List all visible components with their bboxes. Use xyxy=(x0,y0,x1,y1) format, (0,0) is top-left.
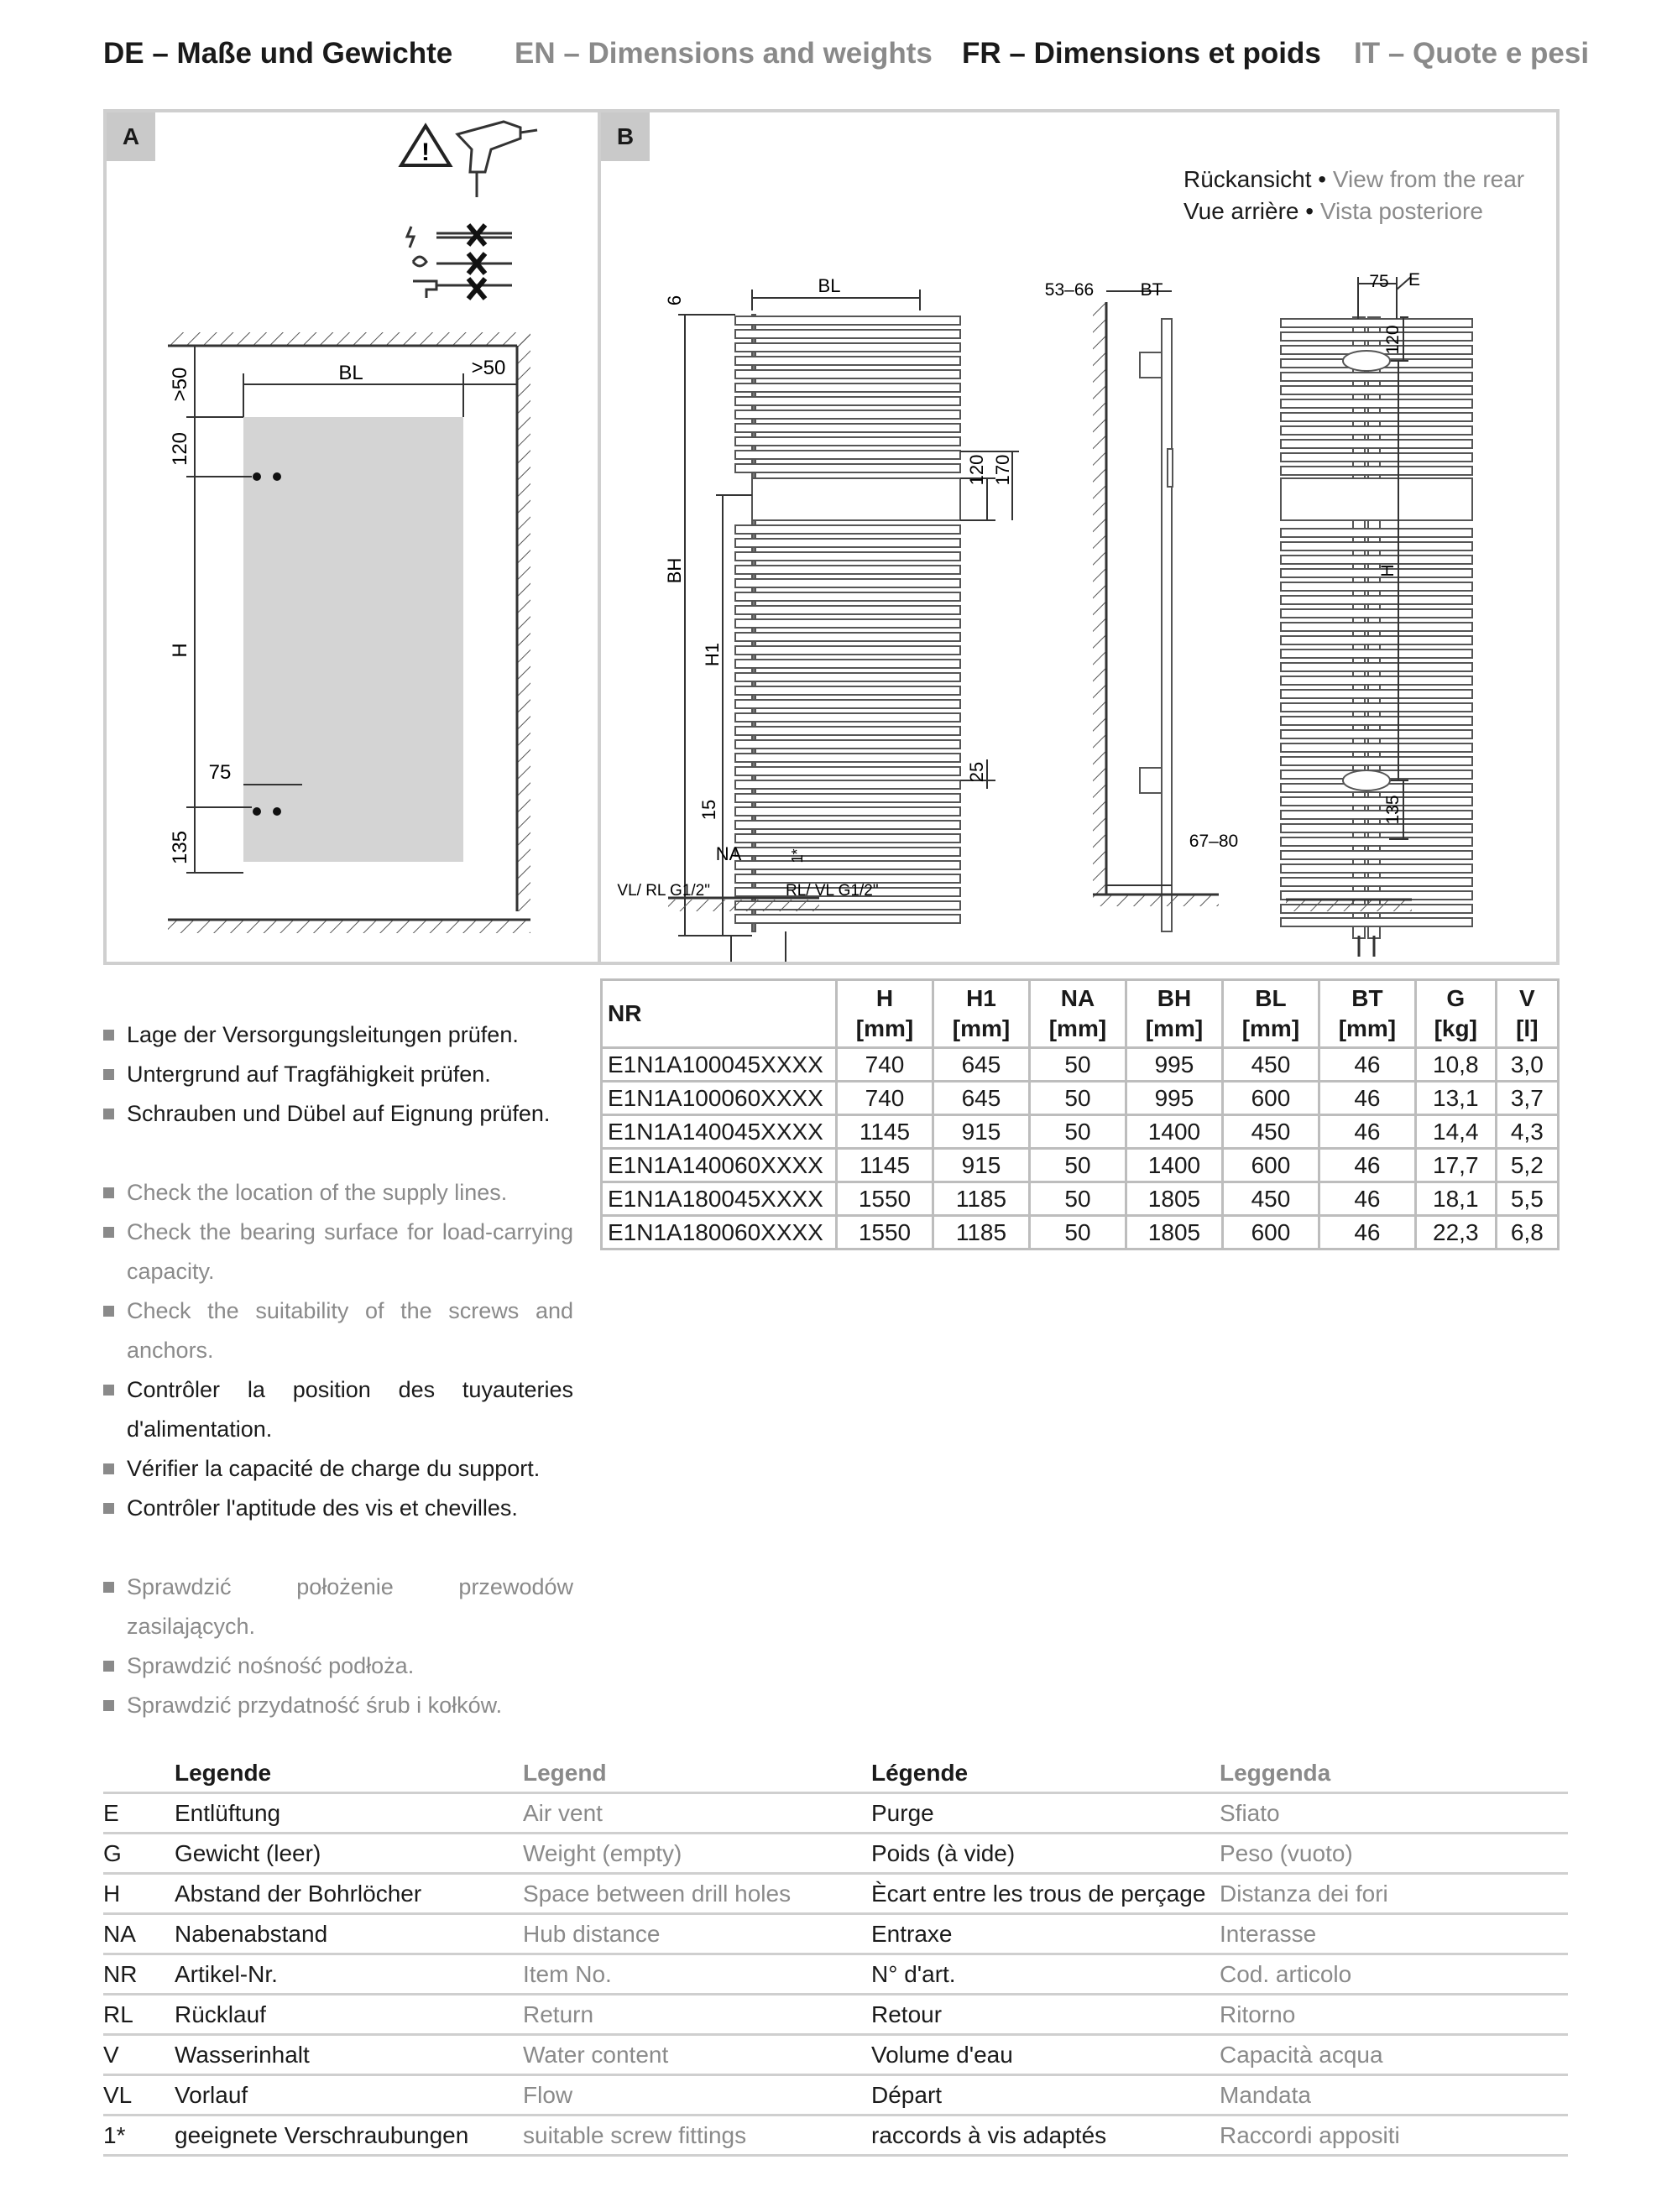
gas-line-icon xyxy=(413,257,512,266)
floor-hatch xyxy=(668,900,819,911)
legend-row xyxy=(103,2035,1568,2075)
column-name: NA xyxy=(1060,985,1095,1011)
legend-row xyxy=(103,1834,1568,1874)
legend-cell: Capacità acqua xyxy=(1220,2035,1568,2075)
drill-icon xyxy=(457,122,537,197)
table-cell: 915 xyxy=(933,1149,1029,1182)
table-cell: 600 xyxy=(1222,1082,1319,1115)
column-header xyxy=(1126,980,1222,1048)
rear-bar xyxy=(1281,676,1472,685)
column-unit: [mm] xyxy=(855,1015,914,1041)
legend-cell: 1* xyxy=(103,2115,175,2156)
legend-header-row xyxy=(103,1754,1568,1793)
table-cell: 50 xyxy=(1029,1082,1126,1115)
rear-bar xyxy=(1281,837,1472,846)
list-item: Lage der Versorgungsleitungen prüfen. xyxy=(103,1015,573,1055)
checks-en xyxy=(103,1173,573,1370)
column-name: BL xyxy=(1255,985,1287,1011)
legend-cell: Ècart entre les trous de perçage xyxy=(871,1874,1220,1914)
dim-120-a: 120 xyxy=(169,431,191,467)
column-unit: [mm] xyxy=(1241,1015,1300,1041)
dim-15: 15 xyxy=(698,799,719,821)
rear-bar xyxy=(1281,690,1472,698)
dim-h-a: H xyxy=(169,643,191,658)
dim-6: 6 xyxy=(664,295,685,306)
dim-170: 170 xyxy=(992,454,1013,486)
dim-h-b: H xyxy=(1378,564,1398,577)
column-header xyxy=(933,980,1029,1048)
rear-floor-hatch xyxy=(1286,900,1412,911)
heading-fr: FR – Dimensions et poids xyxy=(962,37,1321,70)
table-cell: 450 xyxy=(1222,1048,1319,1082)
list-item: Untergrund auf Tragfähigkeit prüfen. xyxy=(103,1055,573,1094)
electric-line-icon xyxy=(407,227,512,248)
legend-row xyxy=(103,2075,1568,2115)
legend-cell: H xyxy=(103,1874,175,1914)
table-cell: 1550 xyxy=(837,1216,933,1249)
panel-a-label: A xyxy=(107,112,155,161)
dim-75-b: 75 xyxy=(1369,272,1389,291)
column-unit: [kg] xyxy=(1434,1015,1477,1041)
rear-view-fr: Vue arrière xyxy=(1183,198,1299,224)
legend-header: Legende xyxy=(175,1754,523,1793)
table-cell: 50 xyxy=(1029,1182,1126,1216)
rear-bar xyxy=(1281,663,1472,671)
legend-header: Légende xyxy=(871,1754,1220,1793)
label-rl-vl: RL/ VL G1/2" xyxy=(786,882,879,900)
legend-cell: Return xyxy=(523,1995,871,2035)
legend-cell: Vorlauf xyxy=(175,2075,523,2115)
legend-row xyxy=(103,1874,1568,1914)
legend-cell: Retour xyxy=(871,1995,1220,2035)
table-cell: 1400 xyxy=(1126,1115,1222,1149)
legend-cell: suitable screw fittings xyxy=(523,2115,871,2156)
checks-pl xyxy=(103,1568,573,1725)
list-item: Check the bearing surface for load-carrying capacity. xyxy=(103,1213,573,1291)
column-header xyxy=(1415,980,1496,1048)
list-item: Contrôler l'aptitude des vis et chevilles. xyxy=(103,1489,573,1528)
legend-cell: N° d'art. xyxy=(871,1954,1220,1995)
rear-bar xyxy=(1281,743,1472,752)
table-cell: 915 xyxy=(933,1115,1029,1149)
table-cell: 740 xyxy=(837,1048,933,1082)
legend-cell: Rücklauf xyxy=(175,1995,523,2035)
radiator-outline xyxy=(243,417,463,862)
dim-75-a: 75 xyxy=(208,761,232,784)
panel-b-label: B xyxy=(601,112,650,161)
dim-h1: H1 xyxy=(702,642,723,667)
table-cell: 22,3 xyxy=(1415,1216,1496,1249)
legend-cell: Poids (à vide) xyxy=(871,1834,1220,1874)
legend-table xyxy=(103,1754,1568,2157)
rear-bar xyxy=(1281,623,1472,631)
warning-icon xyxy=(401,126,450,166)
table-cell: 46 xyxy=(1319,1149,1415,1182)
table-cell: 450 xyxy=(1222,1182,1319,1216)
rear-bar xyxy=(1281,542,1472,550)
table-header-row xyxy=(602,980,1559,1048)
column-unit: [l] xyxy=(1516,1015,1539,1041)
dim-gt50-top: >50 xyxy=(169,367,191,402)
rear-bar xyxy=(1281,851,1472,859)
legend-cell: Flow xyxy=(523,2075,871,2115)
heading-de: DE – Maße und Gewichte xyxy=(103,37,453,70)
legend-cell: Entraxe xyxy=(871,1914,1220,1954)
list-item: Contrôler la position des tuyauteries d'alimentation. xyxy=(103,1370,573,1449)
column-header xyxy=(1029,980,1126,1048)
label-vl-rl: VL/ RL G1/2" xyxy=(617,882,710,900)
legend-cell: Purge xyxy=(871,1793,1220,1834)
table-cell: 1805 xyxy=(1126,1182,1222,1216)
rear-bar xyxy=(1281,556,1472,564)
table-cell: 600 xyxy=(1222,1216,1319,1249)
table-row xyxy=(602,1182,1559,1216)
table-cell: 1185 xyxy=(933,1216,1029,1249)
table-cell: E1N1A100045XXXX xyxy=(602,1048,837,1082)
dim-bt: BT xyxy=(1140,280,1163,300)
dim-bh: BH xyxy=(664,557,685,584)
rear-view-it: Vista posteriore xyxy=(1319,198,1483,224)
legend-cell: Hub distance xyxy=(523,1914,871,1954)
legend-cell: geeignete Verschraubungen xyxy=(175,2115,523,2156)
table-cell: 1185 xyxy=(933,1182,1029,1216)
legend-cell: Abstand der Bohrlöcher xyxy=(175,1874,523,1914)
rear-bar xyxy=(1281,730,1472,738)
table-row xyxy=(602,1082,1559,1115)
rear-bar xyxy=(1281,319,1472,327)
rear-bar xyxy=(1281,467,1472,475)
table-cell: E1N1A100060XXXX xyxy=(602,1082,837,1115)
legend-cell: Sfiato xyxy=(1220,1793,1568,1834)
rear-bar xyxy=(1281,703,1472,712)
column-name: V xyxy=(1518,985,1535,1011)
dim-120-b: 120 xyxy=(966,454,987,486)
dim-25: 25 xyxy=(966,761,987,783)
table-cell: 10,8 xyxy=(1415,1048,1496,1082)
table-cell: 50 xyxy=(1029,1216,1126,1249)
legend-cell: Nabenabstand xyxy=(175,1914,523,1954)
table-cell: 1145 xyxy=(837,1115,933,1149)
legend-cell: Peso (vuoto) xyxy=(1220,1834,1568,1874)
table-cell: 4,3 xyxy=(1496,1115,1558,1149)
table-row xyxy=(602,1149,1559,1182)
table-row xyxy=(602,1048,1559,1082)
dim-bl-a: BL xyxy=(338,362,363,384)
legend-cell: Artikel-Nr. xyxy=(175,1954,523,1995)
dim-na: NA xyxy=(715,843,742,864)
legend-header: Legend xyxy=(523,1754,871,1793)
legend-cell: Raccordi appositi xyxy=(1220,2115,1568,2156)
legend-cell: RL xyxy=(103,1995,175,2035)
legend-cell: Volume d'eau xyxy=(871,2035,1220,2075)
dim-bl-b: BL xyxy=(818,275,841,296)
legend-row xyxy=(103,2115,1568,2156)
legend-row xyxy=(103,1793,1568,1834)
table-cell: 46 xyxy=(1319,1082,1415,1115)
front-view xyxy=(735,315,960,931)
table-cell: 3,0 xyxy=(1496,1048,1558,1082)
table-cell: 50 xyxy=(1029,1149,1126,1182)
legend-cell: NA xyxy=(103,1914,175,1954)
column-unit: [mm] xyxy=(1145,1015,1204,1041)
table-cell: 3,7 xyxy=(1496,1082,1558,1115)
rear-bar xyxy=(1281,426,1472,435)
legend-cell: Wasserinhalt xyxy=(175,2035,523,2075)
rear-bar xyxy=(1281,918,1472,926)
legend-cell: Air vent xyxy=(523,1793,871,1834)
legend-cell: NR xyxy=(103,1954,175,1995)
water-tap-icon xyxy=(413,281,512,298)
table-cell: 46 xyxy=(1319,1048,1415,1082)
legend-cell: Water content xyxy=(523,2035,871,2075)
list-item: Check the suitability of the screws and anchors. xyxy=(103,1291,573,1370)
legend-row xyxy=(103,1914,1568,1954)
rear-bar xyxy=(1281,864,1472,873)
rear-bar xyxy=(1281,399,1472,408)
rear-bar xyxy=(1281,824,1472,832)
rear-bar xyxy=(1281,596,1472,604)
rear-bar xyxy=(1281,529,1472,537)
table-cell: 645 xyxy=(933,1048,1029,1082)
rear-bar xyxy=(1281,609,1472,618)
table-cell: 46 xyxy=(1319,1182,1415,1216)
table-cell: 5,2 xyxy=(1496,1149,1558,1182)
caption-bullet: • xyxy=(1305,198,1314,224)
column-name: BH xyxy=(1157,985,1192,1011)
rear-bar xyxy=(1281,878,1472,886)
list-item: Check the location of the supply lines. xyxy=(103,1173,573,1213)
legend-cell: Item No. xyxy=(523,1954,871,1995)
table-cell: 18,1 xyxy=(1415,1182,1496,1216)
table-cell: E1N1A140045XXXX xyxy=(602,1115,837,1149)
table-cell: 46 xyxy=(1319,1216,1415,1249)
column-unit: [mm] xyxy=(1048,1015,1107,1041)
table-cell: 46 xyxy=(1319,1115,1415,1149)
table-cell: 14,4 xyxy=(1415,1115,1496,1149)
rear-bar xyxy=(1281,332,1472,341)
legend-cell: Gewicht (leer) xyxy=(175,1834,523,1874)
legend-row xyxy=(103,1995,1568,2035)
column-header xyxy=(602,980,837,1048)
dim-135-rear: 135 xyxy=(1383,795,1403,825)
legend-cell: Mandata xyxy=(1220,2075,1568,2115)
dim-120-rear: 120 xyxy=(1383,325,1403,355)
list-item: Sprawdzić przydatność śrub i kołków. xyxy=(103,1686,573,1725)
legend-cell: raccords à vis adaptés xyxy=(871,2115,1220,2156)
rear-bar xyxy=(1281,811,1472,819)
table-cell: E1N1A180060XXXX xyxy=(602,1216,837,1249)
column-header xyxy=(1222,980,1319,1048)
rear-bar xyxy=(1281,650,1472,658)
list-item: Sprawdzić nośność podłoża. xyxy=(103,1646,573,1686)
rear-view-caption xyxy=(1183,164,1524,227)
checks-fr xyxy=(103,1370,573,1528)
table-cell: 600 xyxy=(1222,1149,1319,1182)
rear-view-de: Rückansicht xyxy=(1183,166,1312,192)
legend-cell: Distanza dei fori xyxy=(1220,1874,1568,1914)
table-cell: 450 xyxy=(1222,1115,1319,1149)
rear-bar xyxy=(1281,636,1472,644)
table-cell: 5,5 xyxy=(1496,1182,1558,1216)
rear-bar xyxy=(1281,413,1472,421)
legend-cell: Ritorno xyxy=(1220,1995,1568,2035)
cross-marks xyxy=(468,225,485,299)
legend-cell: G xyxy=(103,1834,175,1874)
rear-bar xyxy=(1281,440,1472,448)
legend-cell: E xyxy=(103,1793,175,1834)
list-item: Sprawdzić położenie przewodów zasilających. xyxy=(103,1568,573,1646)
table-cell: 995 xyxy=(1126,1048,1222,1082)
table-row xyxy=(602,1216,1559,1249)
column-name: H1 xyxy=(966,985,996,1011)
column-header xyxy=(1319,980,1415,1048)
rear-bar xyxy=(1281,386,1472,394)
rear-bar xyxy=(1281,582,1472,591)
legend-row xyxy=(103,1954,1568,1995)
column-unit: [mm] xyxy=(1338,1015,1397,1041)
table-cell: E1N1A180045XXXX xyxy=(602,1182,837,1216)
list-item: Vérifier la capacité de charge du support. xyxy=(103,1449,573,1489)
rear-bar xyxy=(1281,797,1472,806)
table-cell: 995 xyxy=(1126,1082,1222,1115)
column-name: NR xyxy=(608,1000,642,1026)
table-cell: 1550 xyxy=(837,1182,933,1216)
list-item: Schrauben und Dübel auf Eignung prüfen. xyxy=(103,1094,573,1134)
rear-bar xyxy=(1281,757,1472,765)
table-cell: 740 xyxy=(837,1082,933,1115)
legend-cell: VL xyxy=(103,2075,175,2115)
heading-it: IT – Quote e pesi xyxy=(1354,37,1590,70)
legend-cell: Entlüftung xyxy=(175,1793,523,1834)
legend-cell: Interasse xyxy=(1220,1914,1568,1954)
table-cell: 1145 xyxy=(837,1149,933,1182)
legend-cell: Départ xyxy=(871,2075,1220,2115)
rear-panel xyxy=(1281,478,1472,520)
panel-b-drawing xyxy=(601,109,1558,962)
column-header xyxy=(1496,980,1558,1048)
column-name: H xyxy=(875,985,894,1011)
legend-header: Leggenda xyxy=(1220,1754,1568,1793)
table-cell: E1N1A140060XXXX xyxy=(602,1149,837,1182)
legend-cell: Cod. articolo xyxy=(1220,1954,1568,1995)
table-cell: 50 xyxy=(1029,1115,1126,1149)
legend-cell: V xyxy=(103,2035,175,2075)
dim-1star: 1* xyxy=(789,848,806,863)
heading-en: EN – Dimensions and weights xyxy=(515,37,933,70)
table-cell: 13,1 xyxy=(1415,1082,1496,1115)
dim-67-80: 67–80 xyxy=(1189,832,1239,851)
rear-bar xyxy=(1281,373,1472,381)
legend-cell: Space between drill holes xyxy=(523,1874,871,1914)
table-cell: 50 xyxy=(1029,1048,1126,1082)
label-e: E xyxy=(1408,270,1421,290)
column-header xyxy=(837,980,933,1048)
table-cell: 17,7 xyxy=(1415,1149,1496,1182)
table-cell: 645 xyxy=(933,1082,1029,1115)
column-name: G xyxy=(1446,985,1466,1011)
svg-text:!: ! xyxy=(421,138,430,166)
rear-view-en: View from the rear xyxy=(1332,166,1525,192)
rear-bar xyxy=(1281,569,1472,577)
dim-gt50-right: >50 xyxy=(471,357,506,379)
table-cell: 1805 xyxy=(1126,1216,1222,1249)
dim-135-a: 135 xyxy=(169,830,191,865)
table-row xyxy=(602,1115,1559,1149)
caption-bullet: • xyxy=(1318,166,1327,192)
column-name: BT xyxy=(1351,985,1383,1011)
table-cell: 1400 xyxy=(1126,1149,1222,1182)
rear-bar xyxy=(1281,453,1472,462)
dimensions-table xyxy=(600,978,1560,1250)
dim-53-66: 53–66 xyxy=(1044,280,1095,300)
checks-de xyxy=(103,1015,573,1134)
column-unit: [mm] xyxy=(952,1015,1011,1041)
table-cell: 6,8 xyxy=(1496,1216,1558,1249)
legend-cell: Weight (empty) xyxy=(523,1834,871,1874)
panel-a-drawing xyxy=(0,0,598,965)
legend-header xyxy=(103,1754,175,1793)
rear-bar xyxy=(1281,717,1472,725)
